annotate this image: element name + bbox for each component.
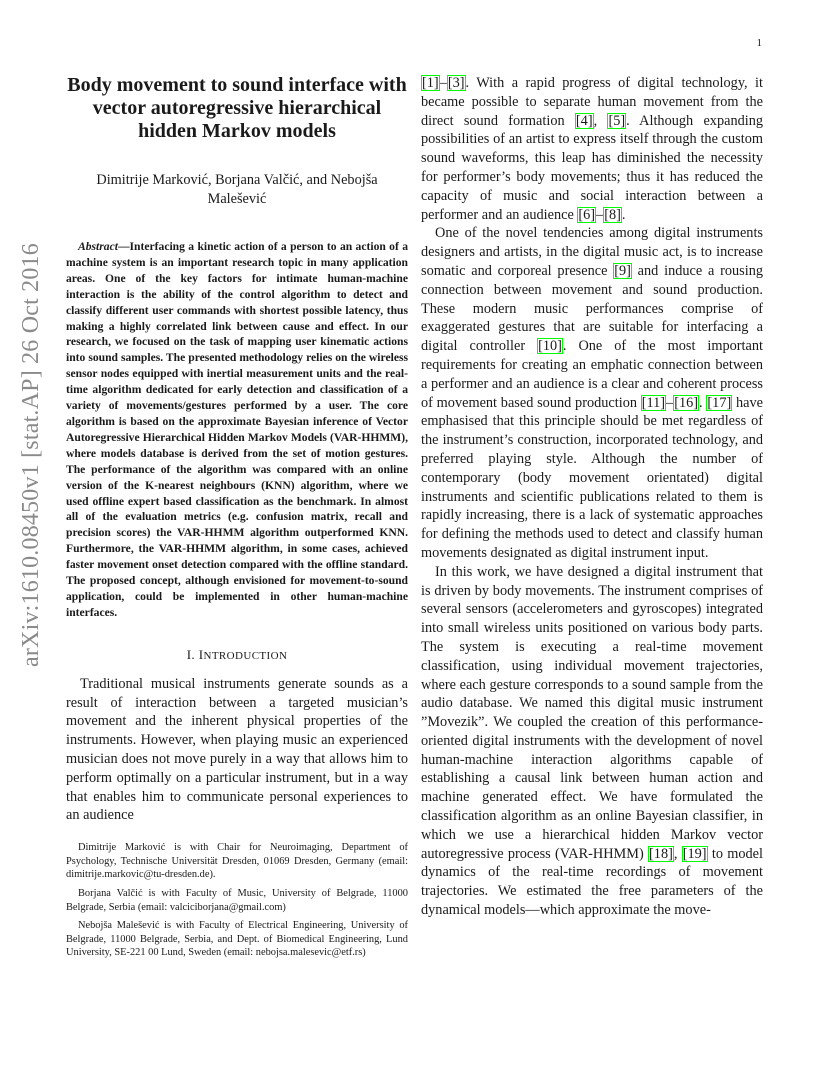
footnote-author-2: Borjana Valčić is with Faculty of Music, University of Belgrade, 11000 Belgrade, Serbia (email: valciciborjana@gmail.com) [66,887,408,913]
footnote-author-3: Nebojša Malešević is with Faculty of Electrical Engineering, University of Belgrade, 11000 Belgrade, Serbia, and Dept. of Biomedical Engineering, Lund University, SE-221 00 Lund, Sweden (email: nebojsa.malesevic@etf.rs) [66,920,408,959]
abstract-body: —Interfacing a kinetic action of a person to an action of a machine system is an important research topic in many application areas. One of the key factors for intimate human-machine interaction is the ability of the control algorithm to detect and classify different user commands with shortest possible latency, thus making a highly correlated link between cause and effect. In our research, we focused on the task of mapping user kinematic actions into sound samples. The presented methodology relies on the wireless sensor nodes equipped with inertial measurement units and the real-time algorithm dedicated for early detection and classification of a variety of movements/gestures performed by a user. The core algorithm is based on the approximate Bayesian inference of Vector Autoregressive Hierarchical Hidden Markov Models (VAR-HHMM), where models database is derived from the set of motion gestures. The performance of the algorithm was compared with an online version of the K-nearest neighbours (KNN) algorithm, where we used offline expert based classification as the benchmark. In almost all of the evaluation metrics (e.g. confusion matrix, recall and precision scores) the VAR-HHMM algorithm outperformed KNN. Furthermore, the VAR-HHMM algorithm, in some cases, achieved faster movement onset detection compared with the offline standard. The proposed concept, although envisioned for movement-to-sound application, could be implemented in other human-machine interfaces. [66,240,408,619]
body-paragraph-continued: [1]–[3]. With a rapid progress of digital technology, it became possible to separate human movement from the direct sound formation [4], [5]. Although expanding possibilities of an artist to express itself through the custom sound waveforms, this leap has diminished the necessity for performer’s body movements; thus it has reduced the capacity of music and social interaction between a performer and an audience [6]–[8]. [421,75,764,223]
section-heading [66,647,408,663]
citation-link[interactable]: [8] [604,206,621,223]
left-column [66,74,408,965]
citation-link[interactable]: [11] [641,394,666,411]
citation-link[interactable]: [1] [422,75,439,91]
arxiv-stamp-text: arXiv:1610.08450v1 [stat.AP] 26 Oct 2016 [18,243,44,667]
citation-link[interactable]: [5] [608,112,626,129]
right-column [421,74,763,920]
citation-link[interactable]: [19] [682,845,707,862]
arxiv-stamp [18,243,58,667]
body-paragraph-3: In this work, we have designed a digital instrument that is driven by body movements. The instrument comprises of several sensors (accelerometers and gyroscopes) integrated into small wireless units positioned on various body parts. The system is executing a real-time movement classification, using individual movement trajectories, where each gesture corresponds to a sound sample from the audio database. We named this digital music instrument ”Movezik”. We coupled the creation of this performance-oriented digital instruments with the development of novel human-machine interaction algorithms capable of establishing a causal link between human action and machine generated effect. We have formulated the classification algorithm as an online Bayesian classifier, in which we use a hierarchical hidden Markov vector autoregressive process (VAR-HHMM) [18], [19] to model dynamics of the real-time recordings of movement trajectories. We estimated the free parameters of the dynamical models—which approximate the move- [421,563,763,919]
section-number: I. [186,646,196,662]
abstract [66,239,408,621]
citation-link[interactable]: [18] [649,845,673,862]
footnote-author-1: Dimitrije Marković is with Chair for Neuroimaging, Department of Psychology, Technische Universität Dresden, 01069 Dresden, Germany (email: dimitrije.markovic@tu-dresden.de). [66,842,408,881]
author-list: Dimitrije Marković, Borjana Valčić, and Nebojša Malešević [96,172,378,207]
abstract-lead: Abstract [78,240,118,253]
page-number: 1 [756,37,762,49]
section-title-rest: NTRODUCTION [203,649,288,662]
section-title-initial: I [198,646,204,662]
citation-link[interactable]: [6] [578,206,596,223]
citation-link[interactable]: [3] [447,75,465,91]
body-paragraph-2: One of the novel tendencies among digital instruments designers and artists, in the digital music act, is to increase somatic and corporeal presence [9] and induce a rousing connection between movement and sound production. These modern music performances comprise of exaggerated gestures that are suitable for interfacing a digital controller [10]. One of the most important requirements for creating an emphatic connection between a performer and an audience is a clear and coherent process of movement based sound production [11]–[16]. [17] have emphasised that this principle should be met regardless of the instrument’s construction, incorporated technology, and preferred playing style. Although the number of contemporary (body movement orientated) digital instruments and scientific publications related to them is rapidly increasing, there is a lack of systematic approaches for defining the methods used to detect and classify human movements designated as digital instrument input. [421,225,763,561]
citation-link[interactable]: [17] [707,394,732,411]
paper-title: Body movement to sound interface with vector autoregressive hierarchical hidden Markov models [67,74,407,142]
citation-link[interactable]: [10] [538,338,562,355]
citation-link[interactable]: [4] [575,112,593,129]
intro-paragraph-1: Traditional musical instruments generate sounds as a result of interaction between a targeted musician’s movement and the inherent physical properties of the instruments. However, when playing music an experienced musician does not move purely in a way that allows him to perform optimally on a particular instrument, but in a way that enables him to communicate personal experiences to an audience [66,675,408,824]
citation-link[interactable]: [16] [674,394,699,411]
citation-link[interactable]: [9] [614,262,631,279]
